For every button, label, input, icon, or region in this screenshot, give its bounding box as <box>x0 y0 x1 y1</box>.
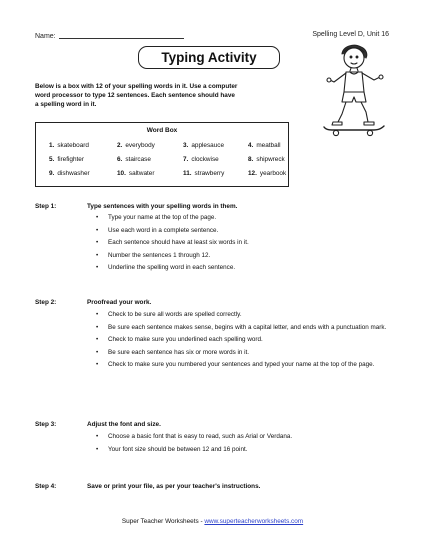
name-label: Name: <box>35 33 56 40</box>
intro-paragraph <box>35 82 303 109</box>
spelling-level: Spelling Level D, Unit 16 <box>312 31 389 38</box>
footer-brand: Super Teacher Worksheets <box>121 518 199 525</box>
word-text: strawberry <box>194 170 225 177</box>
word-text: applesauce <box>191 142 225 149</box>
step-2-bullets <box>96 311 396 374</box>
word-number: 1. <box>49 142 55 149</box>
step-3-title: Adjust the font and size. <box>87 421 161 428</box>
word-text: everybody <box>125 142 155 149</box>
word-text: staircase <box>125 156 151 163</box>
word-number: 4. <box>248 142 254 149</box>
intro-line: Below is a box with 12 of your spelling words in it. Use a computer <box>35 83 238 90</box>
word-item <box>117 170 154 177</box>
word-number: 12. <box>248 170 257 177</box>
word-text: skateboard <box>57 142 89 149</box>
word-box-title: Word Box <box>146 127 178 134</box>
word-item <box>49 142 89 149</box>
word-number: 8. <box>248 156 254 163</box>
intro-line: a spelling word in it. <box>35 101 97 108</box>
step-4-label: Step 4: <box>35 483 57 490</box>
word-item <box>248 156 285 163</box>
word-item <box>248 170 286 177</box>
skateboarder-illustration <box>314 40 394 140</box>
step-3-label: Step 3: <box>35 421 57 428</box>
bullet-item: • Underline the spelling word in each sentence. <box>96 264 396 273</box>
word-text: saltwater <box>128 170 155 177</box>
word-number: 11. <box>183 170 192 177</box>
bullet-item: • Check to be sure all words are spelled correctly. <box>96 311 396 320</box>
word-item <box>183 170 224 177</box>
word-number: 7. <box>183 156 189 163</box>
page-title: Typing Activity <box>138 46 280 69</box>
word-number: 10. <box>117 170 126 177</box>
word-item <box>117 142 155 149</box>
word-text: meatball <box>256 142 281 149</box>
word-box <box>35 122 289 187</box>
name-field <box>35 31 184 40</box>
word-number: 9. <box>49 170 55 177</box>
step-1-title: Type sentences with your spelling words in them. <box>87 203 238 210</box>
word-item <box>183 156 219 163</box>
word-number: 6. <box>117 156 123 163</box>
footer-link[interactable]: www.superteacherworksheets.com <box>204 518 304 525</box>
word-item <box>183 142 224 149</box>
intro-line: word processor to type 12 sentences. Each sentence should have <box>35 92 235 99</box>
bullet-item: • Check to make sure you numbered your sentences and typed your name at the top of the page. <box>96 361 396 370</box>
word-text: shipwreck <box>256 156 285 163</box>
bullet-item: • Be sure each sentence has six or more words in it. <box>96 349 396 358</box>
step-2-label: Step 2: <box>35 299 57 306</box>
bullet-item: • Type your name at the top of the page. <box>96 214 396 223</box>
word-text: yearbook <box>259 170 287 177</box>
bullet-item: • Choose a basic font that is easy to read, such as Arial or Verdana. <box>96 433 396 442</box>
bullet-item: • Your font size should be between 12 and 16 point. <box>96 446 396 455</box>
word-item <box>49 170 90 177</box>
word-item <box>117 156 151 163</box>
bullet-item: • Check to make sure you underlined each spelling word. <box>96 336 396 345</box>
word-number: 2. <box>117 142 123 149</box>
word-text: dishwasher <box>57 170 90 177</box>
word-item <box>248 142 281 149</box>
bullet-item: • Be sure each sentence makes sense, begins with a capital letter, and ends with a punctuation mark. <box>96 324 396 333</box>
footer <box>0 518 425 525</box>
bullet-item: • Each sentence should have at least six words in it. <box>96 239 396 248</box>
word-item <box>49 156 84 163</box>
bullet-item: • Number the sentences 1 through 12. <box>96 252 396 261</box>
step-1-label: Step 1: <box>35 203 57 210</box>
word-text: firefighter <box>57 156 84 163</box>
step-4-title: Save or print your file, as per your teacher's instructions. <box>87 483 261 490</box>
word-number: 5. <box>49 156 55 163</box>
word-number: 3. <box>183 142 189 149</box>
bullet-item: • Use each word in a complete sentence. <box>96 227 396 236</box>
step-1-bullets <box>96 214 396 277</box>
name-blank-line <box>59 31 184 39</box>
word-text: clockwise <box>191 156 219 163</box>
step-2-title: Proofread your work. <box>87 299 152 306</box>
step-3-bullets <box>96 433 396 458</box>
footer-separator: - <box>198 518 205 525</box>
